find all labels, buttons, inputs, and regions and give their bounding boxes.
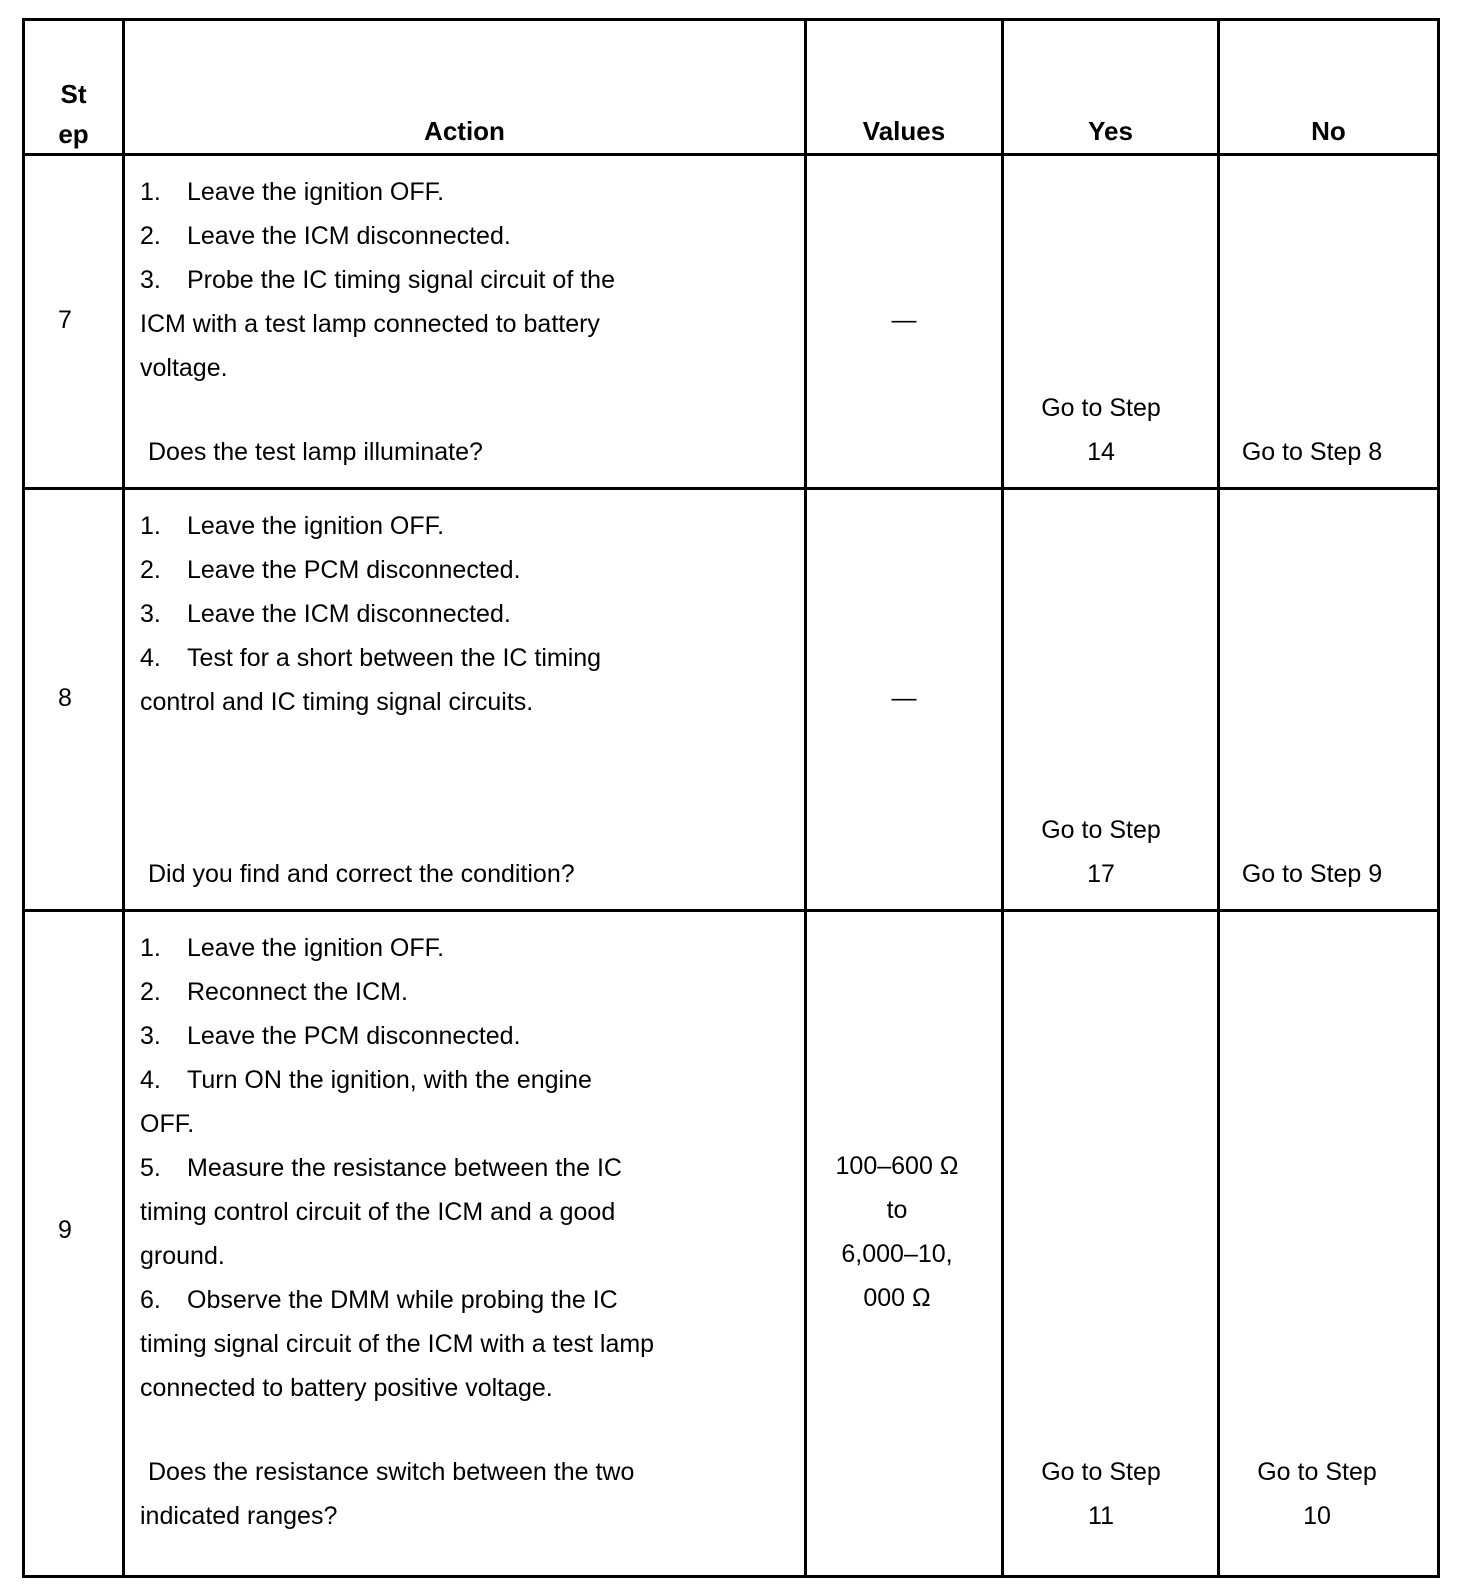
no-cell: Go to Step 9 [1241,860,1383,888]
action-item: 1. Leave the ignition OFF. [140,934,445,962]
question-line: indicated ranges? [140,1502,338,1530]
header-step-line: ep [58,119,89,149]
yes-target: Go to Step [1041,394,1161,422]
header-yes: Yes [1088,116,1133,146]
action-item: 1. Leave the ignition OFF. [140,178,445,206]
yes-cell [1004,1450,1198,1538]
row-divider [22,909,1440,912]
action-question: Did you find and correct the condition? [148,860,575,888]
action-cell [140,504,800,724]
action-item: 4. Test for a short between the IC timing [140,644,602,672]
step-number: 9 [58,1216,72,1244]
action-item-continuation: connected to battery positive voltage. [140,1374,553,1402]
action-cell [140,926,800,1410]
action-item-continuation: OFF. [140,1110,195,1138]
yes-target: 14 [1087,438,1115,466]
action-item-continuation: ground. [140,1242,225,1270]
action-item: 2. Reconnect the ICM. [140,978,408,1006]
column-divider [122,18,125,1578]
step-number: 7 [58,306,72,334]
step-number: 8 [58,684,72,712]
column-divider [1001,18,1004,1578]
action-question [140,1450,800,1538]
yes-target: Go to Step [1041,1458,1161,1486]
value-line: 100–600 Ω [835,1152,959,1180]
column-divider [1217,18,1220,1578]
action-item-continuation: timing signal circuit of the ICM with a test lamp [140,1330,655,1358]
action-item-continuation: ICM with a test lamp connected to battery [140,310,600,338]
row-divider [22,153,1440,156]
no-target: 10 [1303,1502,1331,1530]
value-line: to [886,1196,908,1224]
header-values: Values [862,116,946,146]
action-item-continuation: control and IC timing signal circuits. [140,688,534,716]
action-item: 3. Probe the IC timing signal circuit of the [140,266,615,294]
question-line: Does the resistance switch between the two [148,1458,635,1486]
header-step-line: St [60,79,87,109]
no-cell: Go to Step 8 [1241,438,1383,466]
column-divider [804,18,807,1578]
values-cell: — [891,684,917,712]
action-item: 2. Leave the ICM disconnected. [140,222,511,250]
action-item: 3. Leave the ICM disconnected. [140,600,511,628]
values-cell [807,1144,987,1320]
value-line: 000 Ω [863,1284,931,1312]
action-item-continuation: timing control circuit of the ICM and a good [140,1198,616,1226]
action-item: 2. Leave the PCM disconnected. [140,556,521,584]
action-item: 1. Leave the ignition OFF. [140,512,445,540]
yes-target: 11 [1088,1502,1114,1530]
value-line: 6,000–10, [841,1240,953,1268]
action-item: 6. Observe the DMM while probing the IC [140,1286,618,1314]
header-step [25,74,122,154]
yes-target: Go to Step [1041,816,1161,844]
action-item: 5. Measure the resistance between the IC [140,1154,622,1182]
values-cell: — [891,306,917,334]
row-divider [22,487,1440,490]
header-no: No [1311,116,1346,146]
action-question: Does the test lamp illuminate? [148,438,483,466]
action-item-continuation: voltage. [140,354,228,382]
yes-target: 17 [1087,860,1115,888]
action-cell [140,170,800,390]
yes-cell [1004,386,1198,474]
no-cell [1220,1450,1414,1538]
action-item: 4. Turn ON the ignition, with the engine [140,1066,592,1094]
header-action: Action [424,116,505,146]
yes-cell [1004,808,1198,896]
action-item: 3. Leave the PCM disconnected. [140,1022,521,1050]
no-target: Go to Step [1257,1458,1377,1486]
